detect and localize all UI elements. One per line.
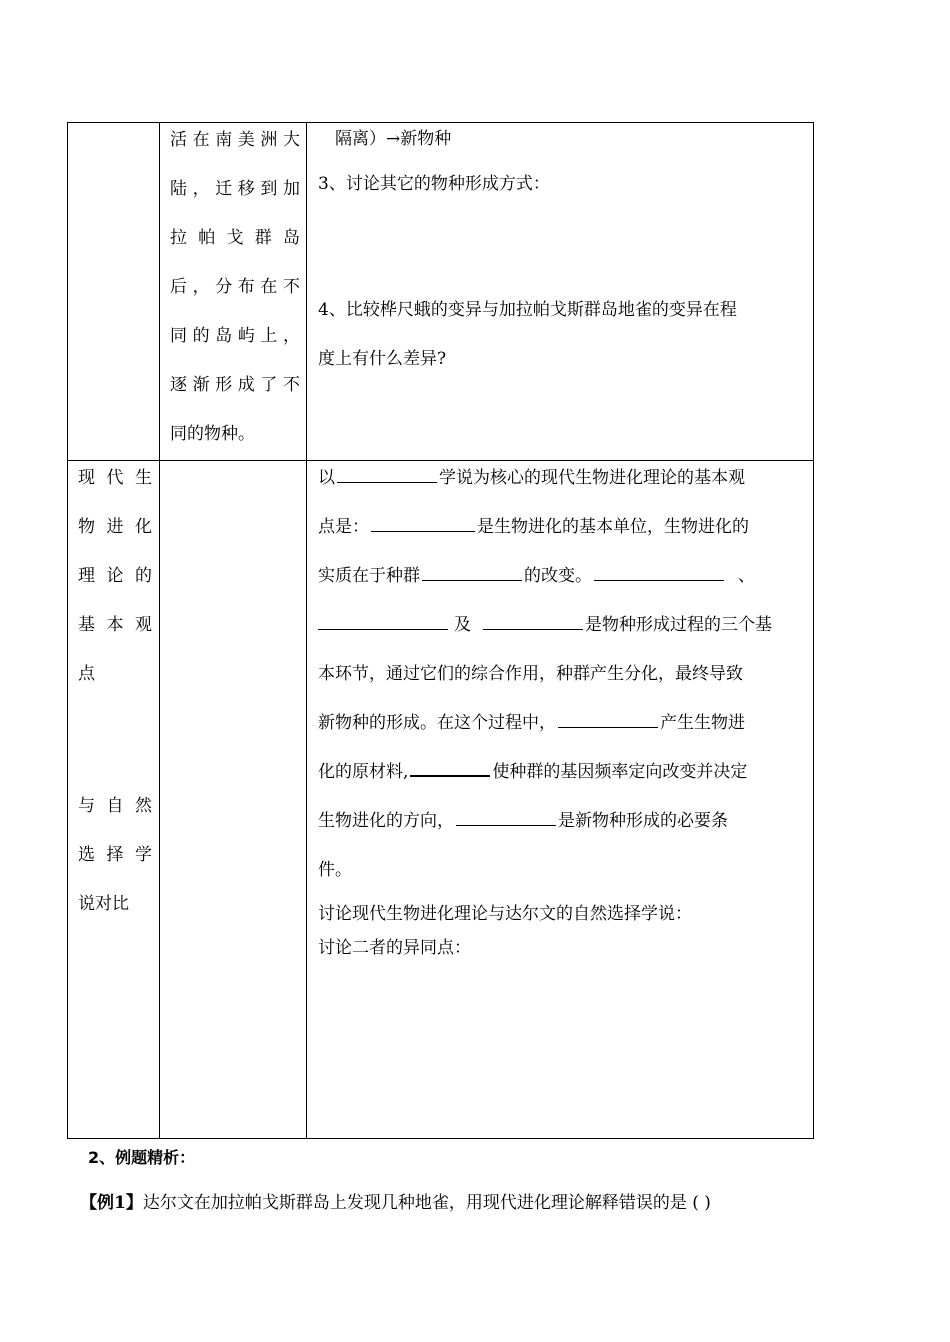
fill-blank[interactable]: [558, 710, 658, 728]
text-line: 拉帕戈群岛: [170, 228, 300, 248]
column-divider-1: [159, 122, 160, 1139]
text-fragment: 实质在于种群: [318, 566, 420, 586]
text-line: 同的岛屿上，: [170, 326, 300, 346]
row2-col1-subheading: [78, 782, 152, 929]
example-question: [80, 1188, 711, 1213]
text-fragment: 是物种形成过程的三个基: [585, 615, 772, 635]
text-line: 度上有什么差异?: [318, 349, 447, 369]
text-fragment: 使种群的基因频率定向改变并决定: [492, 762, 748, 782]
fill-blank[interactable]: [337, 465, 437, 483]
text-line: 讨论现代生物进化理论与达尔文的自然选择学说：: [318, 904, 692, 924]
fill-blank[interactable]: [594, 563, 724, 581]
text-fragment: 、: [738, 566, 755, 586]
fill-blank[interactable]: [410, 758, 490, 777]
column-divider-2: [306, 122, 307, 1139]
row2-col3-fill-in: [318, 454, 802, 965]
text-line: 活在南美洲大: [170, 130, 300, 150]
text-fragment: 是生物进化的基本单位，生物进化的: [477, 517, 749, 537]
text-line: [318, 454, 802, 503]
example-text: 达尔文在加拉帕戈斯群岛上发现几种地雀，用现代进化理论解释错误的是 ( ): [142, 1193, 711, 1213]
section-heading: 2、例题精析：: [88, 1148, 196, 1167]
text-fragment: 的改变。: [524, 566, 592, 586]
text-line: 理论的: [78, 566, 152, 586]
text-fragment: 新物种的形成。在这个过程中，: [318, 713, 556, 733]
text-line: 基本观: [78, 615, 152, 635]
text-fragment: 以: [318, 468, 335, 488]
row1-col3-text: [318, 125, 802, 153]
text-line: 本环节，通过它们的综合作用，种群产生分化，最终导致: [318, 664, 743, 684]
row1-col2-text: [170, 116, 300, 459]
text-line: 点: [78, 664, 95, 684]
text-line: 4、比较桦尺蛾的变异与加拉帕戈斯群岛地雀的变异在程: [318, 300, 737, 320]
text-line: [318, 748, 802, 797]
text-line: 说对比: [78, 894, 129, 914]
text-line: [318, 601, 802, 650]
text-line: 与自然: [78, 796, 152, 816]
text-fragment: 化的原材料,: [318, 762, 409, 782]
text-line: 3、讨论其它的物种形成方式：: [318, 174, 550, 194]
text-fragment: 及: [454, 615, 471, 635]
text-line: [318, 797, 802, 846]
text-line: [318, 552, 802, 601]
text-line: 隔离）→新物种: [335, 129, 452, 149]
table-left-border: [67, 122, 68, 1139]
text-fragment: 生物进化的方向，: [318, 811, 454, 831]
text-line: 讨论二者的异同点：: [318, 938, 471, 958]
text-line: 后，分布在不: [170, 277, 300, 297]
fill-blank[interactable]: [371, 514, 475, 532]
text-line: 选择学: [78, 845, 152, 865]
text-line: 现代生: [78, 468, 152, 488]
table-right-border: [813, 122, 814, 1139]
text-fragment: 是新物种形成的必要条: [558, 811, 728, 831]
row2-col1-heading: [78, 454, 152, 699]
text-line: 陆，迁移到加: [170, 179, 300, 199]
text-line: [318, 699, 802, 748]
question-3: [318, 170, 802, 198]
fill-blank[interactable]: [422, 563, 522, 581]
text-line: 同的物种。: [170, 424, 255, 444]
fill-blank[interactable]: [318, 612, 448, 630]
example-label: 【例1】: [80, 1193, 143, 1213]
table-bottom-border: [67, 1138, 814, 1139]
fill-blank[interactable]: [483, 612, 583, 630]
text-line: 物进化: [78, 517, 152, 537]
text-fragment: 点是：: [318, 517, 369, 537]
fill-blank[interactable]: [456, 808, 556, 826]
text-line: [318, 503, 802, 552]
text-line: 件。: [318, 860, 352, 880]
text-fragment: 学说为核心的现代生物进化理论的基本观: [439, 468, 745, 488]
text-line: 逐渐形成了不: [170, 375, 300, 395]
question-4: [318, 286, 802, 384]
text-fragment: 产生生物进: [660, 713, 745, 733]
